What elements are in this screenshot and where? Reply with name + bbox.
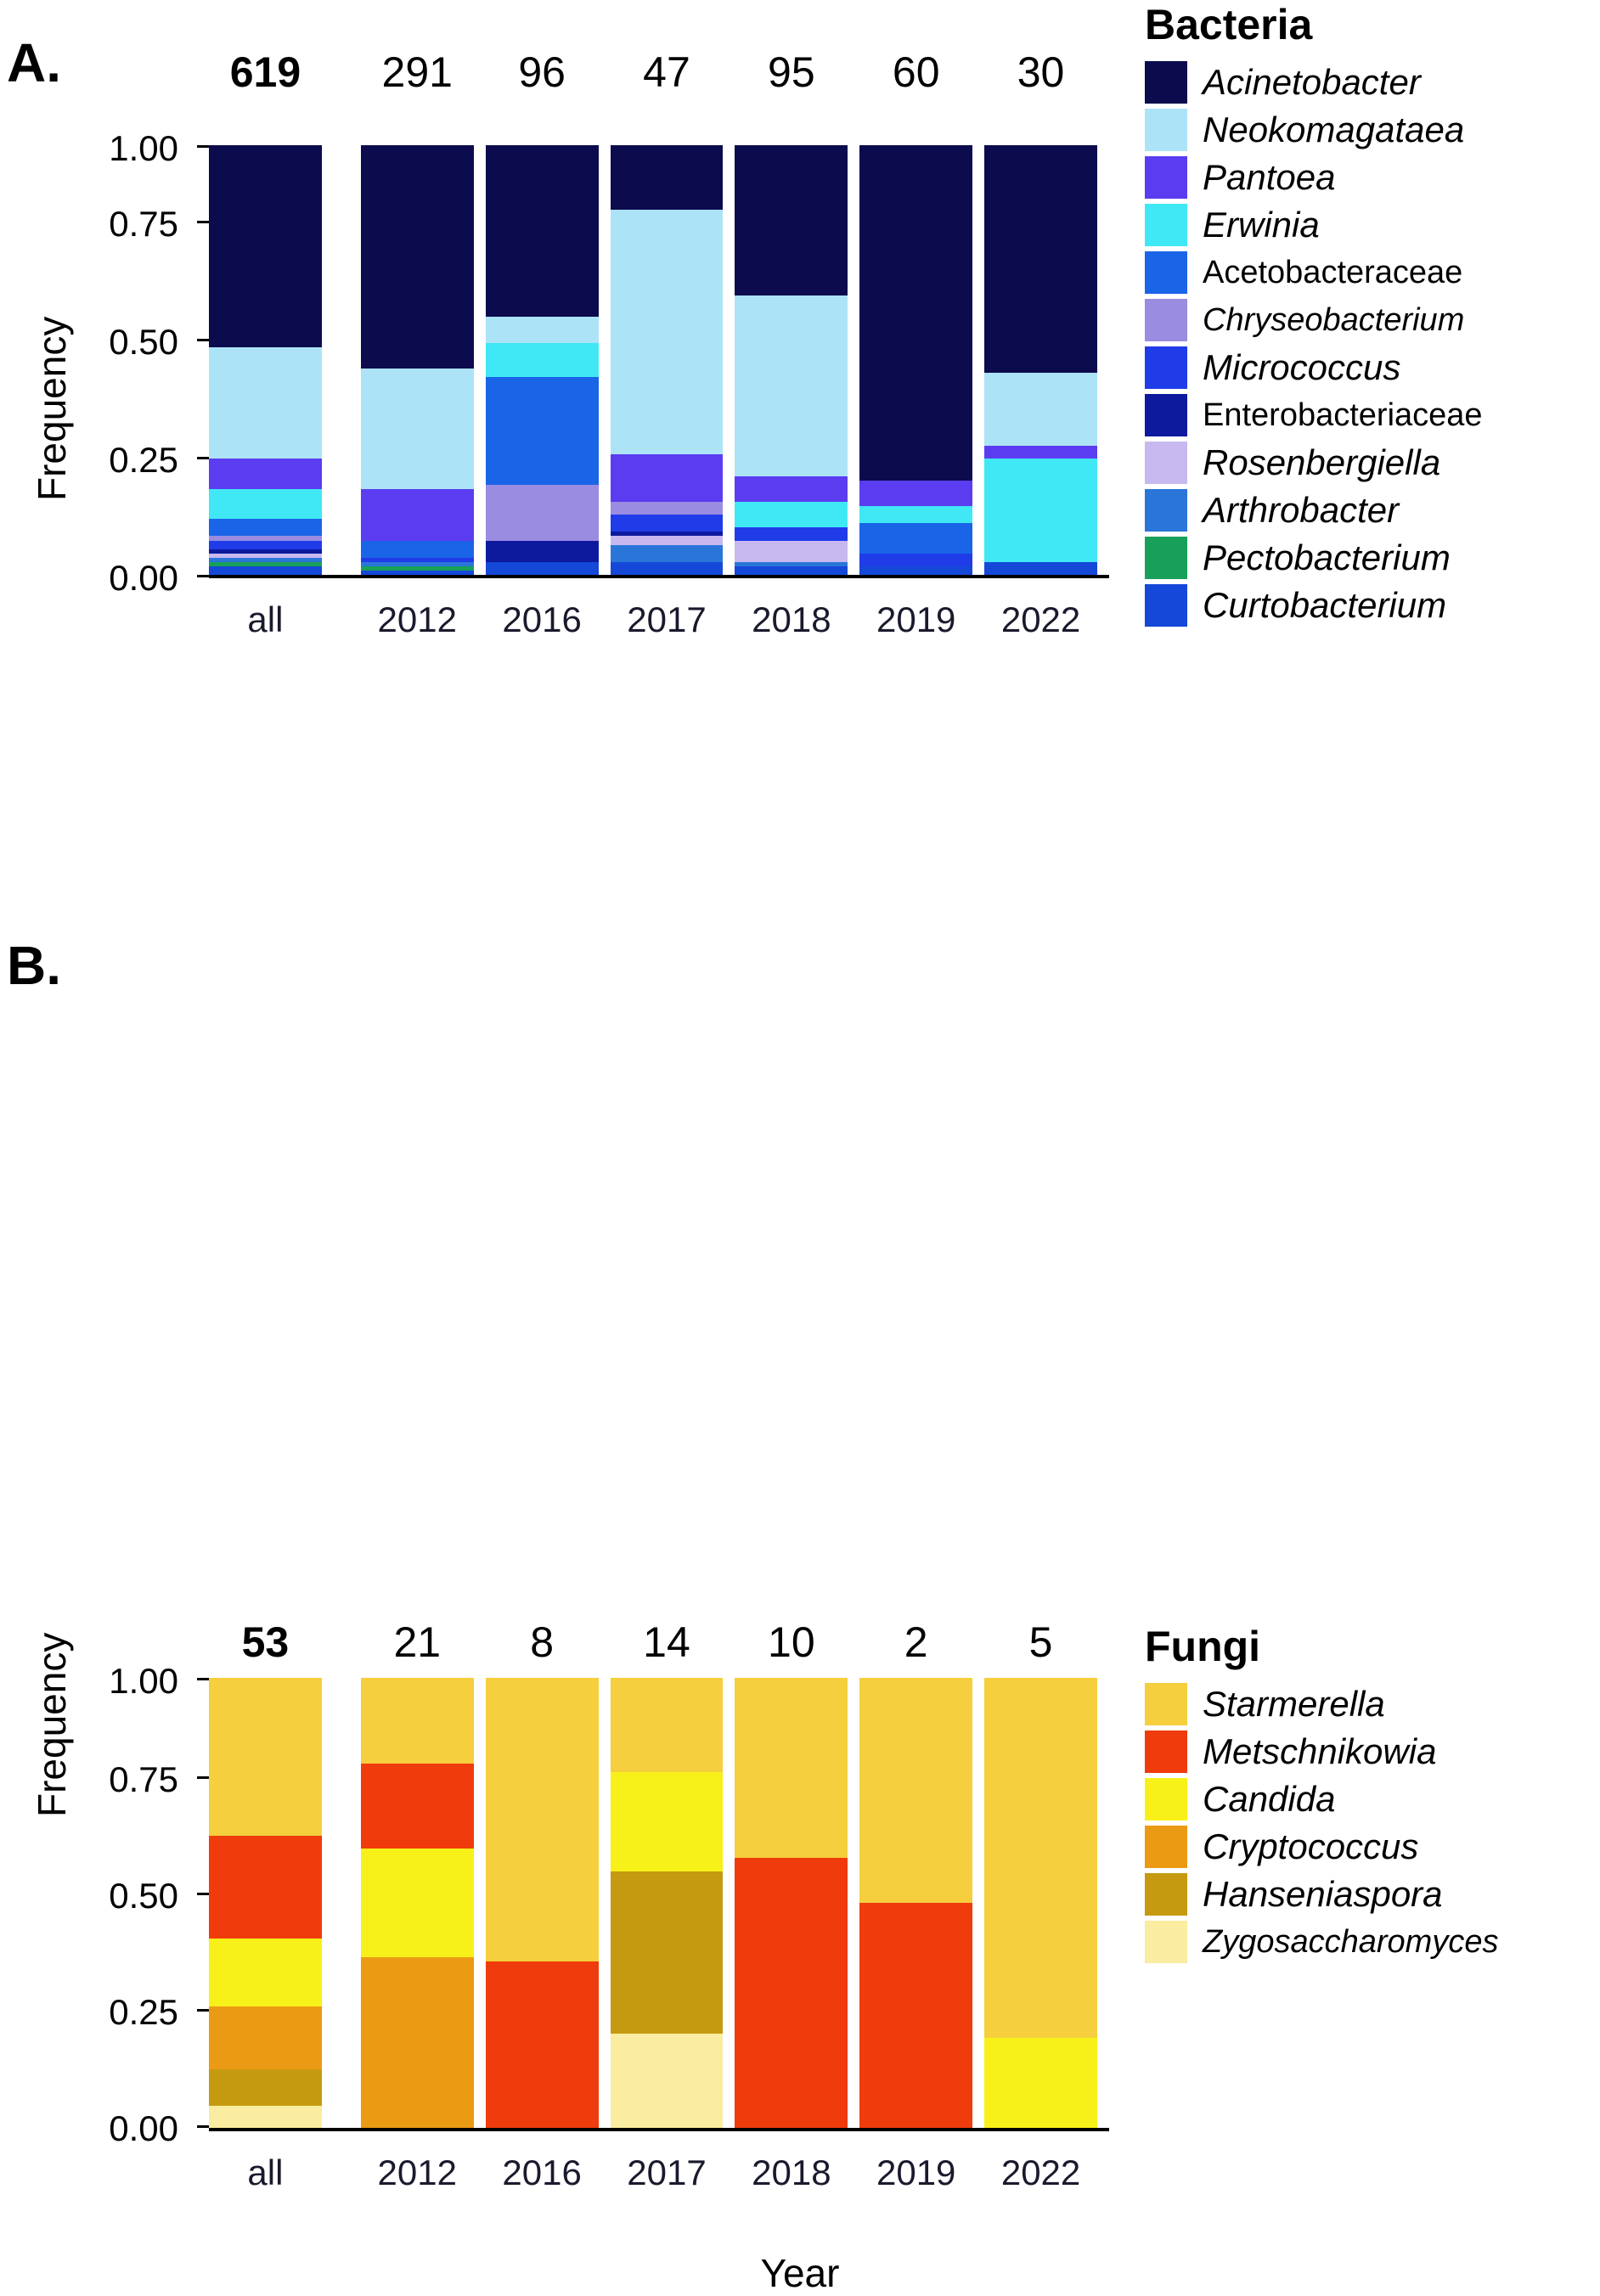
legend-label: Micrococcus xyxy=(1203,347,1401,387)
bar-segment xyxy=(209,2069,322,2105)
bar-segment xyxy=(984,2038,1097,2128)
bar-column-2018 xyxy=(735,145,848,575)
legend-item xyxy=(1145,1826,1498,1868)
bar-column-2019 xyxy=(859,145,972,575)
bar-segment xyxy=(611,532,724,536)
count-label: 10 xyxy=(768,1618,815,1666)
bar-segment xyxy=(361,566,474,571)
legend-swatch xyxy=(1145,299,1187,341)
legend-item xyxy=(1145,299,1483,341)
legend-item xyxy=(1145,1778,1498,1820)
panel-a-y-tick-4: 1.00 xyxy=(109,128,178,168)
count-label: 291 xyxy=(381,48,453,96)
panel-b-x-axis xyxy=(209,2128,1109,2131)
panel-a-y-tick-2: 0.50 xyxy=(109,322,178,362)
legend-swatch xyxy=(1145,537,1187,579)
legend-label: Pectobacterium xyxy=(1203,537,1451,577)
bar-segment xyxy=(209,536,322,540)
bar-column-2018 xyxy=(735,1678,848,2128)
count-label: 47 xyxy=(643,48,690,96)
legend-label: Starmerella xyxy=(1203,1684,1385,1724)
bar-segment xyxy=(735,566,848,575)
bar-segment xyxy=(984,459,1097,561)
x-tick-label-2016: 2016 xyxy=(502,2152,582,2192)
legend-label: Zygosaccharomyces xyxy=(1203,1923,1499,1960)
bar-segment xyxy=(984,373,1097,446)
legend-label: Neokomagataea xyxy=(1203,110,1465,149)
bar-segment xyxy=(486,1961,599,2128)
bar-segment xyxy=(984,1678,1097,2038)
bar-segment xyxy=(735,502,848,527)
bar-column-2016 xyxy=(486,145,599,575)
bar-segment xyxy=(209,1939,322,2006)
legend-swatch xyxy=(1145,1730,1187,1773)
bar-segment xyxy=(859,1678,972,1903)
panel-b-y-tick-2: 0.50 xyxy=(109,1876,178,1916)
bar-column-2012 xyxy=(361,145,474,575)
bar-segment xyxy=(735,295,848,476)
bar-segment xyxy=(209,541,322,549)
legend-swatch xyxy=(1145,584,1187,627)
bar-segment xyxy=(209,554,322,558)
legend-item xyxy=(1145,537,1483,579)
panel-fungi xyxy=(0,921,1600,2295)
bar-segment xyxy=(361,541,474,558)
bar-segment xyxy=(209,347,322,459)
bar-segment xyxy=(735,1678,848,1858)
panel-a-y-tickmark-0 xyxy=(197,575,209,577)
legend-label: Candida xyxy=(1203,1779,1336,1819)
bar-column-2019 xyxy=(859,1678,972,2128)
bar-segment xyxy=(735,145,848,295)
bar-segment xyxy=(611,515,724,532)
legend-item xyxy=(1145,346,1483,389)
x-tick-label-2012: 2012 xyxy=(377,2152,457,2192)
legend-swatch xyxy=(1145,1778,1187,1820)
panel-b-y-tickmark-3 xyxy=(197,1776,209,1779)
count-label: 95 xyxy=(768,48,815,96)
bar-segment xyxy=(859,523,972,553)
bar-segment xyxy=(735,562,848,566)
legend-item xyxy=(1145,204,1483,246)
count-label: 5 xyxy=(1028,1618,1053,1666)
legend-swatch xyxy=(1145,346,1187,389)
bar-segment xyxy=(486,377,599,485)
bar-segment xyxy=(611,210,724,454)
bar-segment xyxy=(611,1772,724,1871)
legend-swatch xyxy=(1145,156,1187,199)
legend-item xyxy=(1145,1921,1498,1963)
legend-swatch xyxy=(1145,251,1187,294)
x-tick-label-2018: 2018 xyxy=(752,2152,831,2192)
bar-segment xyxy=(361,1849,474,1956)
bar-column-2012 xyxy=(361,1678,474,2128)
bar-segment xyxy=(611,2034,724,2128)
legend-item xyxy=(1145,1683,1498,1725)
legend-swatch xyxy=(1145,109,1187,151)
bar-segment xyxy=(735,527,848,540)
bar-segment xyxy=(361,562,474,566)
legend-item xyxy=(1145,109,1483,151)
bar-segment xyxy=(486,343,599,377)
count-label: 53 xyxy=(241,1618,290,1666)
bar-segment xyxy=(611,562,724,575)
bar-segment xyxy=(611,1678,724,1772)
bar-segment xyxy=(735,1858,848,2128)
panel-b-y-tick-3: 0.75 xyxy=(109,1759,178,1799)
bar-segment xyxy=(735,476,848,502)
legend-item xyxy=(1145,1873,1498,1916)
bar-segment xyxy=(611,502,724,515)
panel-b-y-tick-0: 0.00 xyxy=(109,2108,178,2148)
panel-a-legend xyxy=(1145,0,1483,632)
count-label: 96 xyxy=(518,48,566,96)
bar-segment xyxy=(486,1678,599,1961)
bar-segment xyxy=(611,145,724,210)
bar-segment xyxy=(361,558,474,562)
bar-segment xyxy=(209,1836,322,1939)
panel-a-y-tick-0: 0.00 xyxy=(109,558,178,598)
legend-item xyxy=(1145,442,1483,484)
bar-segment xyxy=(209,558,322,562)
x-tick-label-2017: 2017 xyxy=(627,2152,707,2192)
count-label: 14 xyxy=(643,1618,690,1666)
bar-column-2017 xyxy=(611,1678,724,2128)
panel-b-legend-title: Fungi xyxy=(1145,1623,1261,1670)
bar-column-all xyxy=(209,1678,322,2128)
panel-b-y-tickmark-4 xyxy=(197,1678,209,1680)
bar-segment xyxy=(611,545,724,562)
legend-item xyxy=(1145,584,1483,627)
panel-b-y-axis-title: Frequency xyxy=(30,1632,74,1817)
panel-a-x-axis xyxy=(209,575,1109,578)
panel-a-y-tickmark-3 xyxy=(197,221,209,223)
count-label: 8 xyxy=(530,1618,555,1666)
x-tick-label-2012: 2012 xyxy=(377,599,457,639)
x-tick-label-2018: 2018 xyxy=(752,599,831,639)
bar-segment xyxy=(209,145,322,347)
legend-swatch xyxy=(1145,1683,1187,1725)
panel-a-legend-title: Bacteria xyxy=(1145,1,1313,48)
panel-a-letter: A. xyxy=(7,32,61,93)
x-tick-label-2019: 2019 xyxy=(876,599,956,639)
bar-segment xyxy=(209,2106,322,2129)
bar-segment xyxy=(984,446,1097,459)
bar-segment xyxy=(486,317,599,342)
panel-b-bars xyxy=(209,1678,1109,2128)
legend-swatch xyxy=(1145,1826,1187,1868)
legend-label: Arthrobacter xyxy=(1203,490,1400,530)
bar-segment xyxy=(859,1903,972,2128)
panel-b-y-tickmark-1 xyxy=(197,2009,209,2012)
legend-label: Acetobacteraceae xyxy=(1203,254,1463,290)
bar-segment xyxy=(209,459,322,488)
x-tick-label-2022: 2022 xyxy=(1000,2152,1081,2192)
panel-a-y-tickmark-1 xyxy=(197,457,209,459)
panel-a-y-axis-title: Frequency xyxy=(30,316,74,501)
legend-item xyxy=(1145,489,1483,532)
bar-segment xyxy=(859,506,972,523)
count-label: 60 xyxy=(892,48,940,96)
x-tick-label-2019: 2019 xyxy=(876,2152,956,2192)
legend-item xyxy=(1145,61,1483,104)
bar-column-2016 xyxy=(486,1678,599,2128)
panel-b-y-tickmark-2 xyxy=(197,1893,209,1895)
x-tick-label-2022: 2022 xyxy=(1000,599,1081,639)
legend-swatch xyxy=(1145,442,1187,484)
bar-segment xyxy=(209,549,322,554)
legend-item xyxy=(1145,1730,1498,1773)
bar-segment xyxy=(486,562,599,575)
legend-swatch xyxy=(1145,1921,1187,1963)
bar-segment xyxy=(209,1678,322,1836)
panel-a-bars xyxy=(209,145,1109,575)
legend-swatch xyxy=(1145,204,1187,246)
bar-segment xyxy=(209,489,322,519)
legend-label: Hanseniaspora xyxy=(1203,1874,1443,1914)
bar-segment xyxy=(486,541,599,562)
legend-label: Curtobacterium xyxy=(1203,585,1447,625)
legend-label: Rosenbergiella xyxy=(1203,442,1441,482)
panel-a-y-tickmark-2 xyxy=(197,339,209,341)
bar-segment xyxy=(735,541,848,562)
legend-label: Cryptococcus xyxy=(1203,1826,1419,1866)
panel-a-y-tick-3: 0.75 xyxy=(109,204,178,244)
count-label: 30 xyxy=(1017,48,1065,96)
panel-b-x-axis-title: Year xyxy=(760,2251,840,2295)
bar-column-2022 xyxy=(984,145,1097,575)
legend-swatch xyxy=(1145,61,1187,104)
panel-a-y-tick-1: 0.25 xyxy=(109,440,178,480)
panel-bacteria xyxy=(0,0,1600,921)
bar-segment xyxy=(361,1764,474,1849)
bar-segment xyxy=(361,489,474,541)
bar-column-2017 xyxy=(611,145,724,575)
bar-segment xyxy=(859,554,972,566)
bar-segment xyxy=(859,566,972,575)
panel-b-y-tick-1: 0.25 xyxy=(109,1992,178,2032)
bar-segment xyxy=(361,145,474,369)
legend-item xyxy=(1145,251,1483,294)
bar-segment xyxy=(611,454,724,502)
bar-column-2022 xyxy=(984,1678,1097,2128)
bar-segment xyxy=(361,1957,474,2128)
legend-swatch xyxy=(1145,394,1187,436)
bar-segment xyxy=(209,566,322,575)
bar-segment xyxy=(984,562,1097,575)
bar-segment xyxy=(859,145,972,481)
bar-segment xyxy=(611,1871,724,2034)
legend-swatch xyxy=(1145,1873,1187,1916)
x-tick-label-2017: 2017 xyxy=(627,599,707,639)
bar-segment xyxy=(209,2006,322,2069)
legend-label: Chryseobacterium xyxy=(1203,301,1465,338)
legend-swatch xyxy=(1145,489,1187,532)
legend-item xyxy=(1145,156,1483,199)
bar-column-all xyxy=(209,145,322,575)
panel-b-legend xyxy=(1145,1622,1498,1968)
legend-label: Erwinia xyxy=(1203,205,1320,245)
panel-b-y-tick-4: 1.00 xyxy=(109,1661,178,1701)
count-label: 619 xyxy=(229,48,301,96)
legend-label: Pantoea xyxy=(1203,157,1336,197)
bar-segment xyxy=(486,485,599,541)
count-label: 21 xyxy=(393,1618,442,1666)
panel-b-letter: B. xyxy=(7,935,61,996)
bar-segment xyxy=(361,369,474,489)
x-tick-label-all: all xyxy=(247,599,284,639)
x-tick-label-2016: 2016 xyxy=(502,599,582,639)
x-tick-label-all: all xyxy=(247,2152,284,2192)
bar-segment xyxy=(361,1678,474,1764)
bar-segment xyxy=(209,519,322,536)
count-label: 2 xyxy=(904,1618,928,1666)
bar-segment xyxy=(209,562,322,566)
bar-segment xyxy=(486,145,599,317)
bar-segment xyxy=(984,145,1097,373)
bar-segment xyxy=(859,481,972,506)
panel-a-y-tickmark-4 xyxy=(197,145,209,148)
legend-label: Acinetobacter xyxy=(1203,62,1421,102)
legend-label: Enterobacteriaceae xyxy=(1203,397,1483,433)
legend-label: Metschnikowia xyxy=(1203,1731,1437,1771)
bar-segment xyxy=(611,536,724,544)
panel-b-y-tickmark-0 xyxy=(197,2125,209,2128)
legend-item xyxy=(1145,394,1483,436)
